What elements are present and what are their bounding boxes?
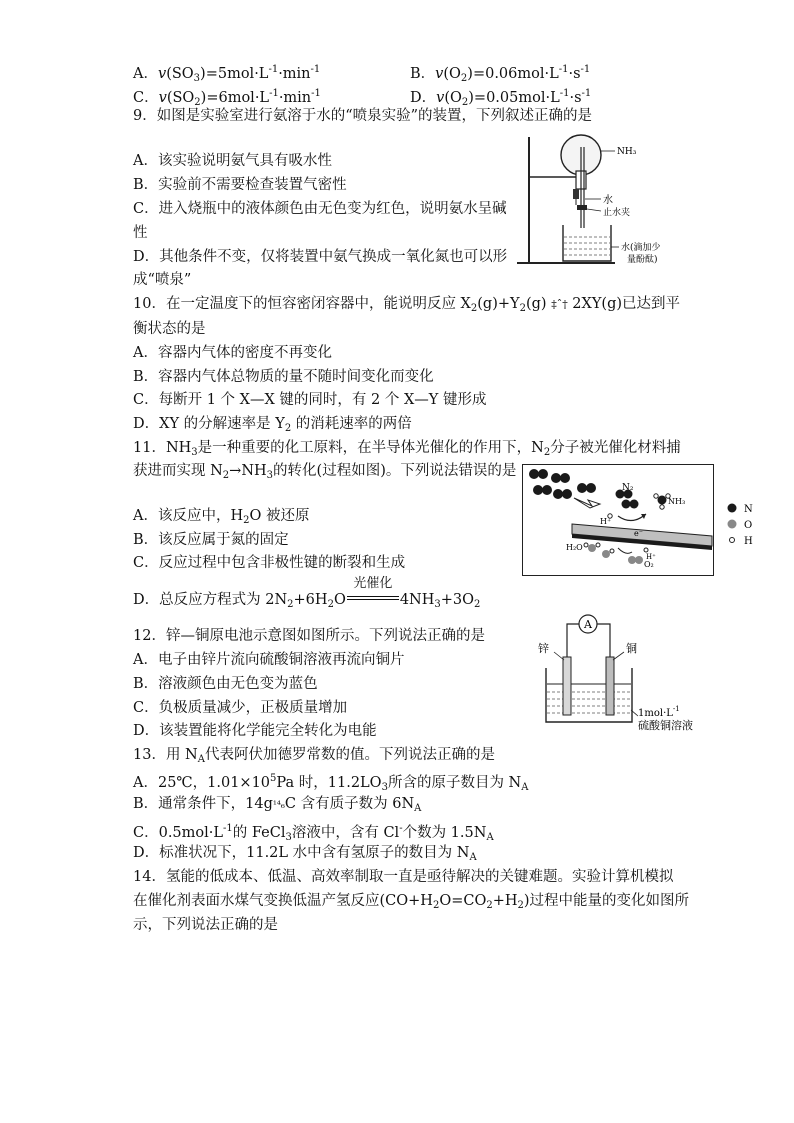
q13-option-a: A．25℃，$1.01\times 10^5Pa$ 时，$11.2LO_3$所含的原子数目为 $N_A$	[133, 773, 529, 793]
q10-option-a: A．容器内气体的密度不再变化	[133, 345, 332, 361]
q12-option-d: D．该装置能将化学能完全转化为电能	[133, 723, 377, 739]
q9-option-b: B．实验前不需要检查装置气密性	[133, 177, 347, 193]
q14-stem-line3: 示，下列说法正确的是	[133, 917, 278, 933]
label-cuso4-solution: 硫酸铜溶液	[638, 719, 693, 732]
q11-option-a: A．该反应中，$H_2O$ 被还原	[133, 508, 310, 526]
q11-option-c: C．反应过程中包含非极性键的断裂和生成	[133, 555, 406, 571]
photocatalysis-figure	[522, 464, 714, 576]
label-clamp: 止水夹	[603, 208, 631, 218]
q13-option-d: D．标准状况下，11.2L 水中含有氢原子的数目为 $N_A$	[133, 845, 477, 863]
q9-option-c-line1: C．进入烧瓶中的液体颜色由无色变为红色，说明氨水呈碱	[133, 201, 507, 217]
legend-h: H	[744, 536, 753, 547]
q11-stem-line2: 获进而实现 $N_2\to NH_3$的转化(过程如图)。下列说法错误的是	[133, 463, 517, 481]
label-concentration: $1mol\cdot L^{-1}$	[638, 705, 680, 719]
q11-stem-line1: 11．$NH_3$是一种重要的化工原料，在半导体光催化的作用下，$N_2$分子被光催化材料捕	[133, 440, 681, 458]
oxygen-atom-icon	[728, 520, 737, 529]
q12-option-c: C．负极质量减少，正极质量增加	[133, 700, 348, 716]
label-h-plus: H⁺	[600, 517, 612, 526]
legend-n: N	[744, 504, 753, 515]
q13-option-b: B．通常条件下，14g¹⁴₆C 含有质子数为 $6N_A$	[133, 796, 422, 814]
q10-option-d: D．XY 的分解速率是 $Y_2$ 的消耗速率的两倍	[133, 416, 412, 434]
q10-option-c: C．每断开 1 个 X—X 键的同时，有 2 个 X—Y 键形成	[133, 392, 487, 408]
label-o2: O₂	[644, 560, 654, 569]
q8-option-c: C．$v(SO_2)=6mol\cdot L^{-1}\cdot\min^{-1}$	[133, 88, 321, 108]
q10-stem-line2: 衡状态的是	[133, 321, 206, 337]
q11-option-b: B．该反应属于氮的固定	[133, 532, 289, 548]
label-n2: N₂	[622, 483, 634, 493]
fountain-experiment-figure	[515, 133, 690, 268]
q14-stem-line1: 14．氢能的低成本、低温、高效率制取一直是亟待解决的关键难题。实验计算机模拟	[133, 869, 674, 885]
galvanic-cell-figure	[534, 612, 710, 734]
q9-stem: 9．如图是实验室进行氨溶于水的“喷泉实验”的装置，下列叙述正确的是	[133, 108, 593, 124]
q8-option-d: D．$v(O_2)=0.05mol\cdot L^{-1}\cdot s^{-1}$	[410, 88, 592, 108]
label-beaker-2: 量酚酞)	[627, 255, 658, 265]
label-h2o: H₂O	[566, 543, 583, 552]
q12-stem: 12．锌—铜原电池示意图如图所示。下列说法正确的是	[133, 628, 485, 644]
q13-stem: 13．用 $N_A$代表阿伏加德罗常数的值。下列说法正确的是	[133, 747, 495, 765]
label-electron: e⁻	[634, 529, 643, 538]
q14-stem-line2: 在催化剂表面水煤气变换低温产氢反应$(CO+H_2O=CO_2+H_2)$过程中能量的变化如图所	[133, 893, 690, 911]
label-h-plus-2: H⁺	[646, 553, 656, 561]
legend-o: O	[744, 520, 753, 531]
atom-legend	[726, 500, 766, 548]
label-nh3: NH₃	[617, 147, 637, 157]
label-nh3-fig: NH₃	[668, 497, 686, 506]
q12-option-b: B．溶液颜色由无色变为蓝色	[133, 676, 318, 692]
q8-option-a: A．$v(SO_3)=5mol\cdot L^{-1}\cdot\min^{-1}$	[133, 64, 321, 84]
q8-option-b: B．$v(O_2)=0.06mol\cdot L^{-1}\cdot s^{-1}$	[410, 64, 591, 84]
hydrogen-atom-icon	[730, 538, 735, 543]
q12-option-a: A．电子由锌片流向硫酸铜溶液再流向铜片	[133, 652, 405, 668]
label-copper: 铜	[626, 642, 637, 655]
label-beaker-1: 水(滴加少	[621, 243, 661, 253]
nitrogen-atom-icon	[728, 504, 737, 513]
q9-option-d-line2: 成“喷泉”	[133, 272, 192, 288]
q11-option-d: D．总反应方程式为 $2N_2+6H_2O$ 光催化 $4NH_3+3O_2$	[133, 576, 481, 610]
q10-stem-line1: 10．在一定温度下的恒容密闭容器中，能说明反应 $X_2(g)+Y_2(g)$ ‡ˆ† 2XY(g)已达到平	[133, 296, 681, 314]
label-zinc: 锌	[538, 642, 549, 655]
ammeter-label: A	[584, 618, 592, 631]
reaction-arrow: 光催化	[346, 590, 400, 610]
q9-option-c-line2: 性	[133, 225, 148, 241]
q13-option-c: C．$0.5mol\cdot L^{-1}$的 FeCl$_3$溶液中，含有 Cl-个数为 $1.5N_A$	[133, 823, 494, 843]
q10-option-b: B．容器内气体总物质的量不随时间变化而变化	[133, 369, 434, 385]
label-water: 水	[603, 195, 613, 206]
q9-option-d-line1: D．其他条件不变，仅将装置中氨气换成一氧化氮也可以形	[133, 249, 508, 265]
q9-option-a: A．该实验说明氨气具有吸水性	[133, 153, 332, 169]
